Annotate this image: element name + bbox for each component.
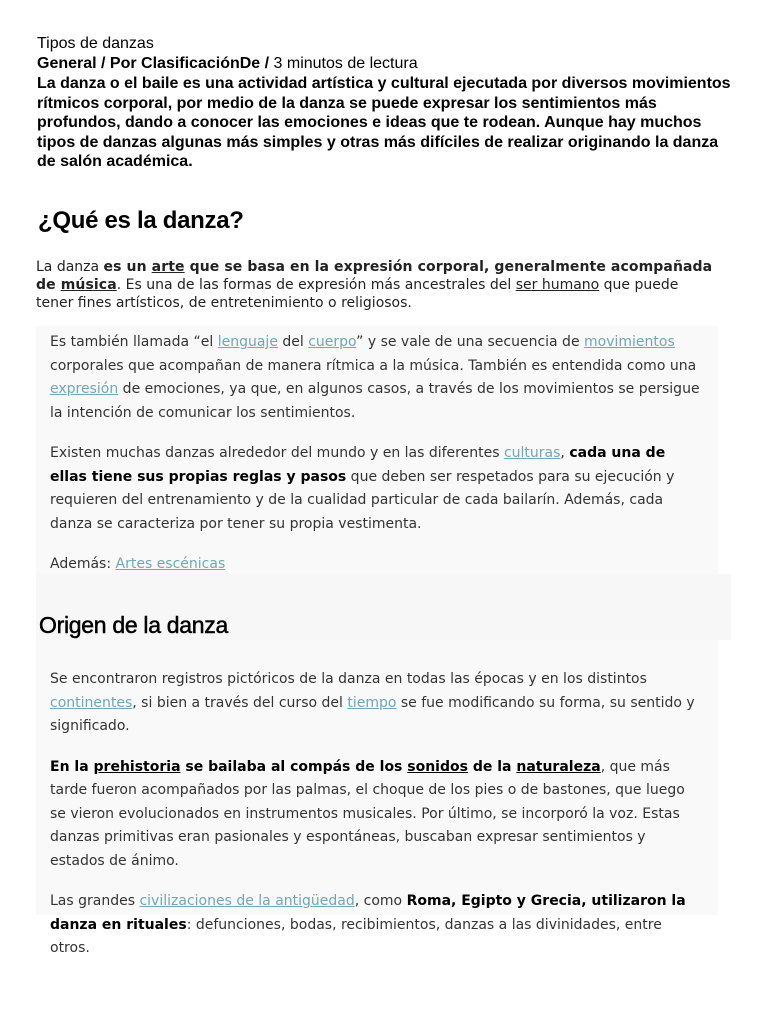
link-sonidos[interactable]: sonidos (407, 758, 468, 775)
paragraph-civilizaciones: Las grandes civilizaciones de la antigüedad, como Roma, Egipto y Grecia, utilizaron la danza en rituales: defunciones, bodas, recibimientos, danzas a las divinidades, entre otros. (50, 893, 686, 956)
link-expresion[interactable]: expresión (50, 381, 119, 397)
article-header (37, 34, 737, 172)
heading-que-es-la-danza: ¿Qué es la danza? (38, 207, 244, 234)
link-artes-escenicas[interactable]: Artes escénicas (115, 556, 226, 572)
paragraph-ademas: Además: Artes escénicas (50, 556, 226, 572)
link-arte[interactable]: arte (151, 259, 185, 275)
heading-origen-de-la-danza: Origen de la danza (39, 612, 228, 638)
lead-paragraph: La danza es un arte que se basa en la expresión corporal, generalmente acompañada de música. Es una de las formas de expresión más ancestrales del ser humano que puede tener fines artísticos, de entretenimiento o religiosos. (36, 259, 713, 311)
link-culturas[interactable]: culturas (503, 445, 561, 461)
paragraph-culturas: Existen muchas danzas alrededor del mundo y en las diferentes culturas, cada una de ellas tiene sus propias reglas y pasos que deben ser respetados para su ejecución y requieren del entrenamiento y de la cualidad particular de cada bailarín. Además, cada danza se caracteriza por tener su propia vestimenta. (50, 445, 675, 532)
article-title: Tipos de danzas (37, 35, 154, 52)
paragraph-registros: Se encontraron registros pictóricos de la danza en todas las épocas y en los distintos continentes, si bien a través del curso del tiempo se fue modificando su forma, su sentido y significado. (50, 671, 695, 734)
paragraph-prehistoria: En la prehistoria se bailaba al compás de los sonidos de la naturaleza, que más tarde fueron acompañados por las palmas, el choque de los pies o de bastones, que luego se vieron evolucionados en instrumentos musicales. Por último, se incorporó la voz. Estas danzas primitivas eran pasionales y espontáneas, buscaban expresar sentimientos y estados de ánimo. (50, 758, 685, 869)
link-ser-humano[interactable]: ser humano (515, 277, 600, 293)
article-meta (37, 54, 737, 74)
definition-panel (36, 326, 718, 576)
link-movimientos[interactable]: movimientos (584, 334, 675, 350)
meta-category[interactable]: General / Por ClasificaciónDe / (37, 55, 274, 72)
intro-paragraph: La danza o el baile es una actividad artística y cultural ejecutada por diversos movimientos rítmicos corporal, por medio de la danza se puede expresar los sentimientos más profundos, dando a conocer las emociones e ideas que te rodean. Aunque hay muchos tipos de danzas algunas más simples y otras más difíciles de realizar originando la danza de salón académica. (37, 75, 731, 170)
paragraph-lenguaje: Es también llamada “el lenguaje del cuerpo” y se vale de una secuencia de movimientos corporales que acompañan de manera rítmica a la música. También es entendida como una expresión de emociones, ya que, en algunos casos, a través de los movimientos se persigue la intención de comunicar los sentimientos. (50, 334, 700, 421)
link-lenguaje[interactable]: lenguaje (217, 334, 278, 350)
link-tiempo[interactable]: tiempo (347, 694, 397, 711)
link-civilizaciones[interactable]: civilizaciones de la antigüedad (139, 893, 355, 909)
link-cuerpo[interactable]: cuerpo (308, 334, 357, 350)
origin-panel (36, 640, 718, 956)
intro-keyword: tipos de danzas (37, 133, 158, 151)
link-naturaleza[interactable]: naturaleza (516, 758, 601, 775)
link-musica[interactable]: música (60, 277, 117, 293)
meta-read-time: 3 minutos de lectura (273, 55, 418, 72)
link-continentes[interactable]: continentes (50, 694, 133, 711)
link-prehistoria[interactable]: prehistoria (93, 758, 181, 775)
